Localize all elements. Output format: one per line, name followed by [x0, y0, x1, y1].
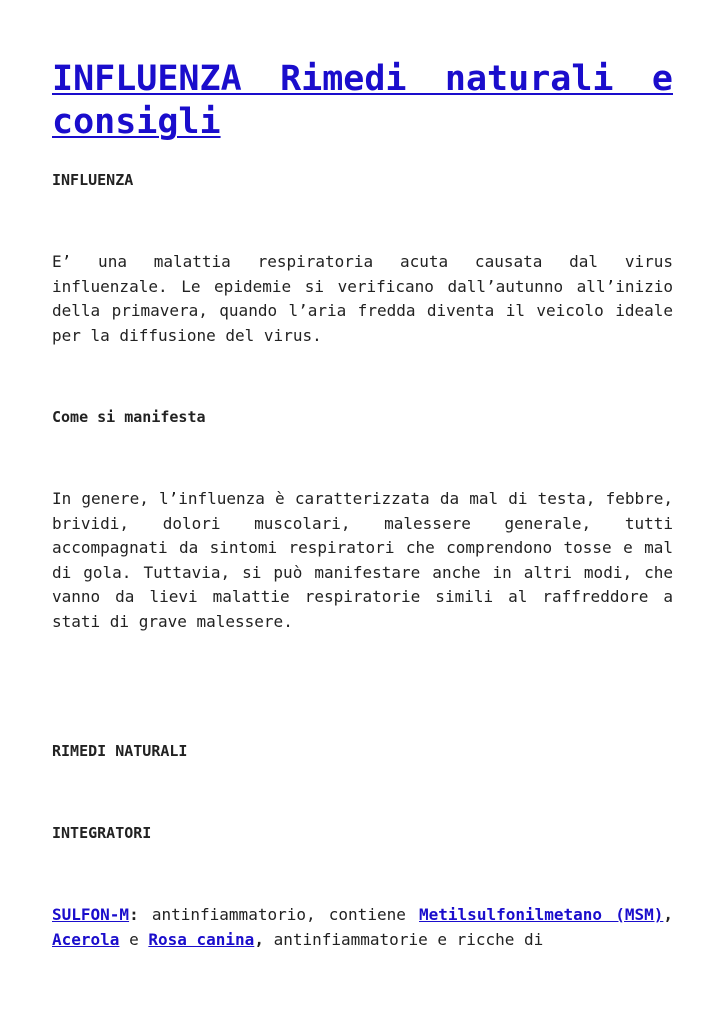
- article: [52, 58, 673, 952]
- supplement-text-1: antinfiammatorio, contiene: [138, 905, 420, 924]
- section-heading-remedies: RIMEDI NATURALI: [52, 742, 188, 760]
- title-link[interactable]: INFLUENZA Rimedi naturali e consigli: [52, 59, 673, 142]
- acerola-link[interactable]: Acerola: [52, 929, 120, 949]
- comma-2: ,: [254, 929, 264, 949]
- sulfon-m-link[interactable]: SULFON-M: [52, 905, 130, 924]
- section-heading-influenza: INFLUENZA: [52, 171, 134, 189]
- comma: ,: [663, 905, 674, 924]
- section-heading-manifestation: Come si manifesta: [52, 408, 206, 426]
- paragraph-influenza: E’ una malattia respiratoria acuta causata dal virus influenzale. Le epidemie si verificano dall’autunno all’inizio della primavera, quando l’aria fredda diventa il veicolo ideale per la diffusione del virus.: [52, 252, 673, 345]
- msm-link[interactable]: Metilsulfonilmetano (MSM): [419, 905, 664, 924]
- paragraph-supplement: [52, 903, 673, 952]
- colon: :: [129, 905, 139, 924]
- supplement-text-2: antinfiammatorie e ricche di: [263, 929, 544, 949]
- rosa-canina-link[interactable]: Rosa canina: [148, 929, 255, 949]
- page-title: [52, 58, 673, 144]
- section-heading-supplements: INTEGRATORI: [52, 824, 152, 842]
- conjunction: e: [119, 929, 149, 949]
- paragraph-manifestation: In genere, l’influenza è caratterizzata da mal di testa, febbre, brividi, dolori muscolari, malessere generale, tutti accompagnati da sintomi respiratori che comprendono tosse e mal di gola. Tuttavia, si può manifestare anche in altri modi, che vanno da lievi malattie respiratorie simili al raffreddore a stati di grave malessere.: [52, 489, 673, 631]
